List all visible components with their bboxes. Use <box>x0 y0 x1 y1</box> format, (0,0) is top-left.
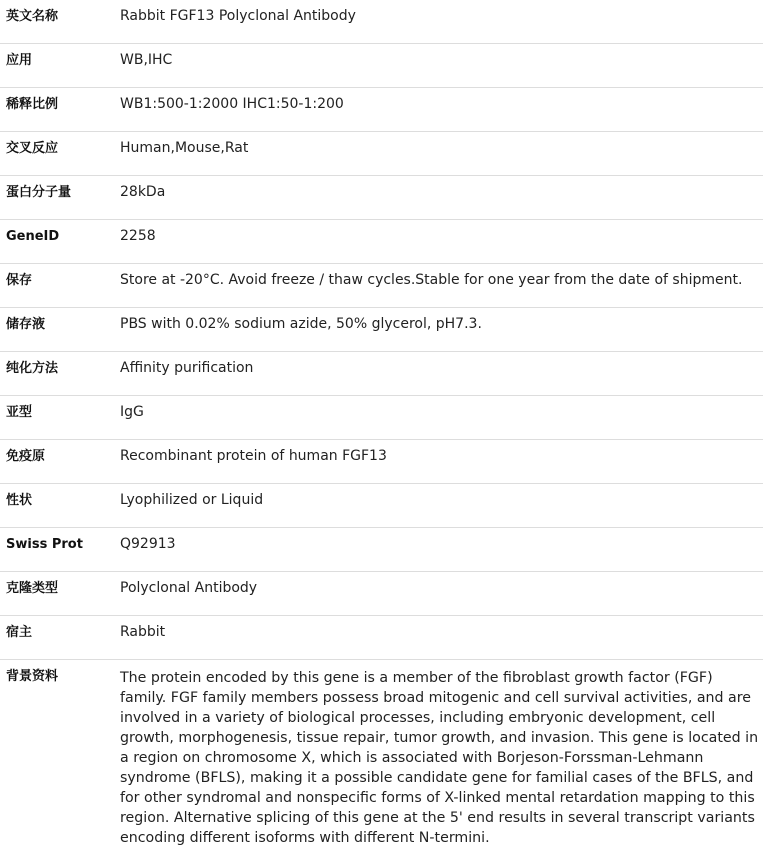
spec-value: 28kDa <box>114 176 763 220</box>
spec-value: Rabbit <box>114 616 763 660</box>
spec-value: Affinity purification <box>114 352 763 396</box>
spec-row-storage <box>0 264 763 308</box>
spec-label: 宿主 <box>0 616 114 660</box>
spec-label: 背景资料 <box>0 660 114 848</box>
spec-value: Rabbit FGF13 Polyclonal Antibody <box>114 0 763 44</box>
spec-row-host <box>0 616 763 660</box>
spec-value: 2258 <box>114 220 763 264</box>
spec-label: 保存 <box>0 264 114 308</box>
spec-row-cross-reactivity <box>0 132 763 176</box>
spec-label: 储存液 <box>0 308 114 352</box>
spec-label: Swiss Prot <box>0 528 114 572</box>
spec-value: IgG <box>114 396 763 440</box>
spec-value: Store at -20°C. Avoid freeze / thaw cycles.Stable for one year from the date of shipment. <box>114 264 763 308</box>
spec-label: 纯化方法 <box>0 352 114 396</box>
spec-row-application <box>0 44 763 88</box>
spec-row-background <box>0 660 763 848</box>
spec-row-dilution <box>0 88 763 132</box>
spec-label: 亚型 <box>0 396 114 440</box>
spec-row-storage-buffer <box>0 308 763 352</box>
spec-label: 免疫原 <box>0 440 114 484</box>
spec-row-form <box>0 484 763 528</box>
spec-value: Lyophilized or Liquid <box>114 484 763 528</box>
spec-label: 性状 <box>0 484 114 528</box>
spec-row-swiss-prot <box>0 528 763 572</box>
spec-value: PBS with 0.02% sodium azide, 50% glycerol, pH7.3. <box>114 308 763 352</box>
spec-row-immunogen <box>0 440 763 484</box>
spec-row-gene-id <box>0 220 763 264</box>
spec-row-clonality <box>0 572 763 616</box>
spec-value: Polyclonal Antibody <box>114 572 763 616</box>
spec-value: Q92913 <box>114 528 763 572</box>
spec-label: 英文名称 <box>0 0 114 44</box>
spec-label: 克隆类型 <box>0 572 114 616</box>
spec-row-molecular-weight <box>0 176 763 220</box>
spec-label: 应用 <box>0 44 114 88</box>
spec-row-isotype <box>0 396 763 440</box>
spec-value: Human,Mouse,Rat <box>114 132 763 176</box>
spec-row-purification <box>0 352 763 396</box>
spec-label: GeneID <box>0 220 114 264</box>
spec-label: 稀释比例 <box>0 88 114 132</box>
spec-label: 蛋白分子量 <box>0 176 114 220</box>
spec-value: WB1:500-1:2000 IHC1:50-1:200 <box>114 88 763 132</box>
background-description: The protein encoded by this gene is a member of the fibroblast growth factor (FGF) family. FGF family members possess broad mitogenic and cell survival activities, and are involved in a variety of biological processes, including embryonic development, cell growth, morphogenesis, tissue repair, tumor growth, and invasion. This gene is located in a region on chromosome X, which is associated with Borjeson-Forssman-Lehmann syndrome (BFLS), making it a possible candidate gene for familial cases of the BFLS, and for other syndromal and nonspecific forms of X-linked mental retardation mapping to this region. Alternative splicing of this gene at the 5' end results in several transcript variants encoding different isoforms with different N-termini. <box>114 660 763 848</box>
spec-row-english-name <box>0 0 763 44</box>
spec-label: 交叉反应 <box>0 132 114 176</box>
spec-value: WB,IHC <box>114 44 763 88</box>
spec-value: Recombinant protein of human FGF13 <box>114 440 763 484</box>
